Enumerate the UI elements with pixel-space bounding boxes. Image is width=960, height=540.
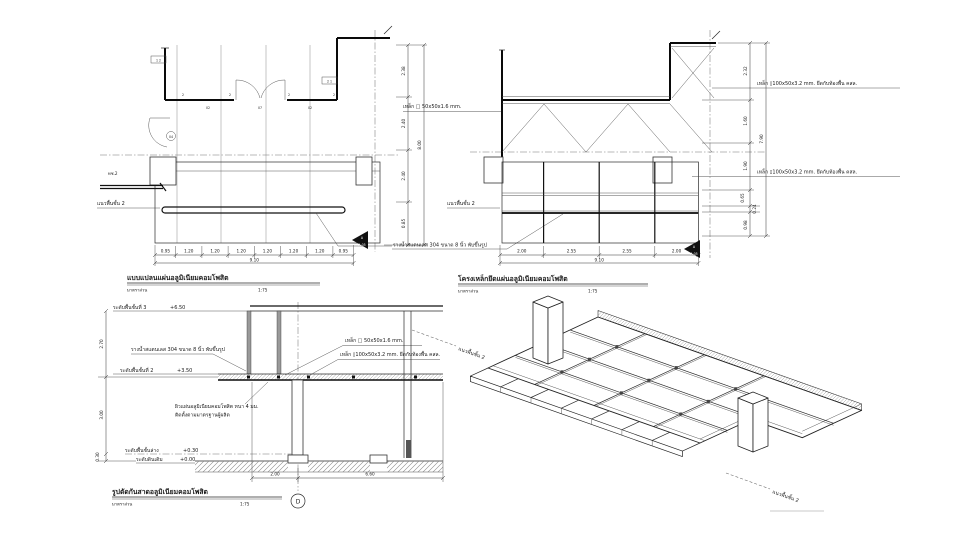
door-tag: 02 <box>307 106 313 110</box>
acp-canopy-band <box>218 374 443 380</box>
door-tag: 07 <box>257 106 263 110</box>
floor2-note: แนวพื้นชั้น 2 <box>447 201 475 207</box>
dim: 0.24 <box>752 204 757 214</box>
column <box>484 157 503 183</box>
detail-ref: A-05 <box>358 243 366 247</box>
dim: 0.30 <box>95 452 100 462</box>
dim: 2.00 <box>270 471 280 477</box>
door-tag: 2 <box>228 93 232 97</box>
dim-total: 9.10 <box>594 257 604 263</box>
dim: 1.20 <box>315 248 325 254</box>
dim: 2.40 <box>401 118 406 129</box>
dim: 0.95 <box>160 248 171 254</box>
wall-tag: ทช.2 <box>108 171 118 176</box>
dim: 0.98 <box>743 220 748 230</box>
scale-label: มาตราส่วน <box>458 288 479 294</box>
door-tag: 2 <box>181 93 185 97</box>
dim: 1.60 <box>743 116 748 126</box>
dim: 2.70 <box>99 339 104 349</box>
detail-letter: A <box>360 236 364 240</box>
column <box>653 157 672 183</box>
floor2-note: แนวพื้นชั้น 2 <box>771 489 800 505</box>
door-tag: 2 <box>287 93 291 97</box>
corner-tag: 2 1 <box>326 79 333 84</box>
steel50-note: เหล็ก □ 50x50x1.6 mm. <box>403 104 462 110</box>
dim: 2.40 <box>401 171 406 181</box>
view-title-framing: โครงเหล็กยึดแผ่นอลูมิเนียมคอมโพสิต <box>458 275 568 283</box>
grid-bubble-label: D <box>295 498 301 506</box>
level-value: +0.00 <box>180 457 196 463</box>
dim: 2.38 <box>401 66 406 76</box>
scale-value: 1:75 <box>258 287 268 293</box>
footing <box>370 455 387 463</box>
dim: 0.65 <box>740 193 745 203</box>
steel100-note: เหล็ก ▯100x50x3.2 mm. ยึดกับท้องพื้น คสล. <box>757 169 858 176</box>
level-value: +0.30 <box>183 448 199 454</box>
column <box>356 157 372 185</box>
steel100-note: เหล็ก ▯100x50x3.2 mm. ยึดกับท้องพื้น คสล. <box>757 81 858 87</box>
dim: 1.20 <box>184 248 194 254</box>
floor2-note: แนวพื้นชั้น 2 <box>97 201 125 207</box>
steel-post <box>247 311 251 374</box>
detail-letter: A <box>692 245 696 249</box>
dim-total: 7.90 <box>759 134 764 144</box>
steel100-note: เหล็ก ▯100x50x3.2 mm. ยึดกับท้องพื้น คสล. <box>340 352 441 358</box>
column-box <box>738 392 768 452</box>
dim: 2.32 <box>743 66 748 76</box>
footing <box>288 455 308 463</box>
dim: 1.20 <box>262 248 273 254</box>
door-tag: 2 <box>332 93 336 97</box>
detail-ref: A-05 <box>690 252 698 256</box>
dim: 2.55 <box>622 248 632 254</box>
dim: 6.60 <box>365 471 375 477</box>
dim-total: 9.10 <box>249 257 259 263</box>
dim: 2.00 <box>517 248 527 254</box>
ground-hatch <box>308 461 370 472</box>
dim: 2.00 <box>671 248 682 254</box>
dim: 1.20 <box>210 248 220 254</box>
dim-total: 8.00 <box>417 140 422 150</box>
level-value: +3.50 <box>177 368 193 374</box>
gutter-note: รางน้ำสแตนเลส 304 ขนาด 8 นิ้ว พับขึ้นรูป <box>393 242 487 249</box>
column-box <box>533 296 563 364</box>
level-name: ระดับพื้นชั้นล่าง <box>125 448 159 454</box>
scale-label: มาตราส่วน <box>127 287 148 293</box>
gutter-note: รางน้ำสแตนเลส 304 ขนาด 8 นิ้ว พับขึ้นรูป <box>131 347 225 353</box>
door-tag: 04 <box>168 135 174 139</box>
ground-hatch <box>195 461 288 472</box>
column <box>150 157 176 185</box>
level-name: ระดับพื้นชั้นที่ 2 <box>120 368 154 374</box>
acp-note-line2: ติดตั้งตามมาตรฐานผู้ผลิต <box>175 412 230 419</box>
dim: 1.20 <box>288 248 299 254</box>
level-name: ระดับพื้นชั้นที่ 3 <box>113 305 147 311</box>
dim: 2.55 <box>566 248 577 254</box>
dim: 1.90 <box>743 161 748 171</box>
wall-base <box>406 440 411 458</box>
scale-value: 1:75 <box>588 288 598 294</box>
level-value: +6.50 <box>170 305 186 311</box>
scale-label: มาตราส่วน <box>112 501 133 507</box>
view-title-plan: แบบแปลนแผ่นอลูมิเนียมคอมโพสิต <box>127 274 229 282</box>
floor2-note: แนวพื้นชั้น 2 <box>457 346 486 362</box>
steel50-note: เหล็ก □ 50x50x1.6 mm. <box>345 338 404 344</box>
acp-note-line1: ผิวแผ่นอลูมิเนียมคอมโพสิต หนา 4 มม. <box>175 404 259 410</box>
dim: 1.20 <box>236 248 246 254</box>
level-name: ระดับดินเดิม <box>136 457 163 463</box>
corner-tag: 1 2 <box>155 58 162 63</box>
dim: 3.00 <box>99 410 104 420</box>
column <box>292 380 303 455</box>
view-title-section: รูปตัดกันสาดอลูมิเนียมคอมโพสิต <box>112 488 208 496</box>
dim: 0.95 <box>338 248 348 254</box>
door-tag: 02 <box>205 106 211 110</box>
hanger-rod <box>277 311 281 374</box>
scale-value: 1:75 <box>240 501 250 507</box>
ground-hatch <box>387 461 443 472</box>
dim: 0.85 <box>401 218 406 229</box>
